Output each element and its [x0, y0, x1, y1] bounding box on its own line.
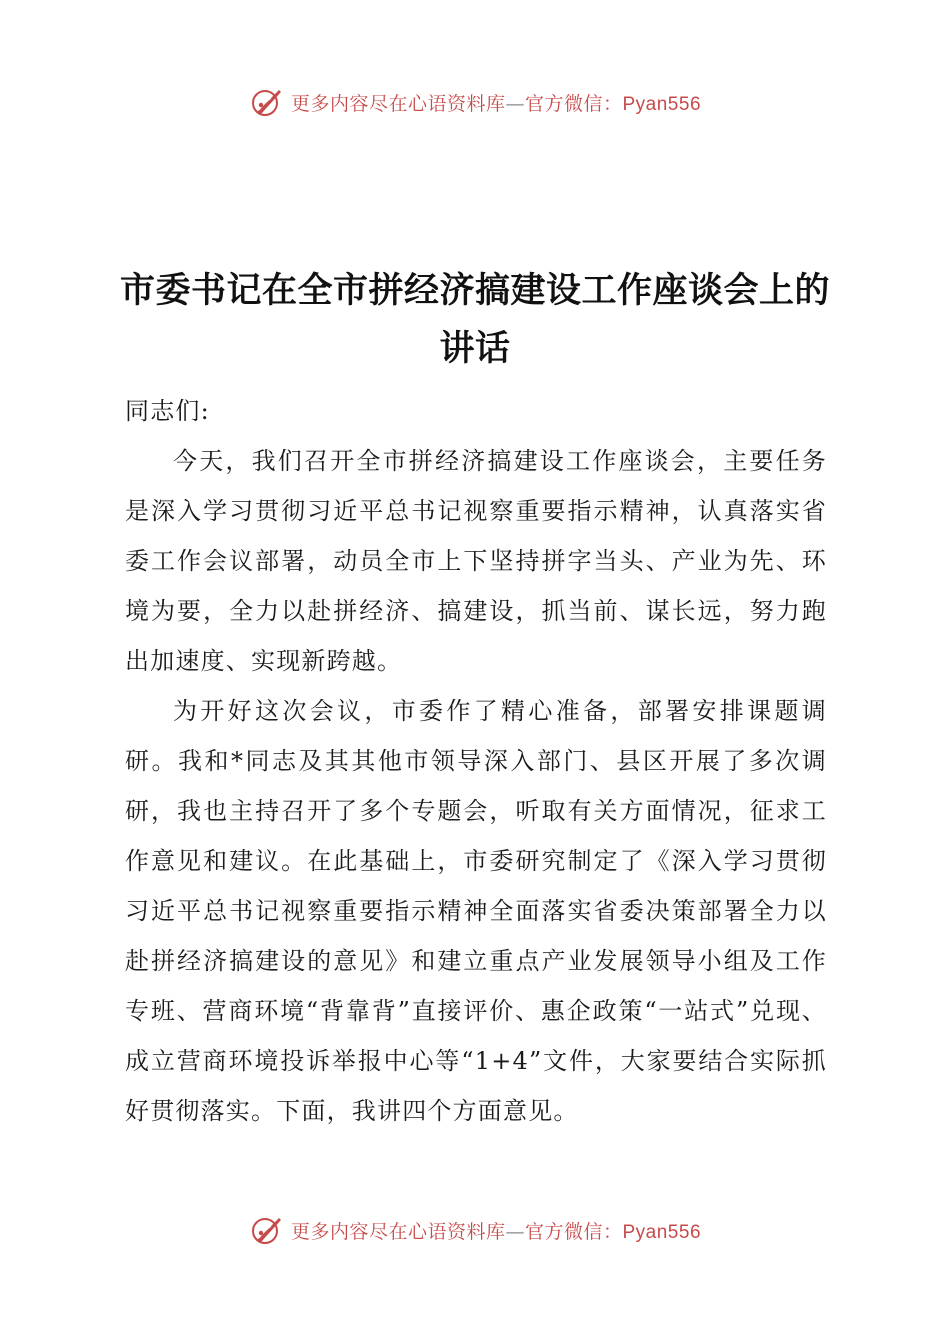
quill-logo-icon	[249, 84, 285, 120]
salutation: 同志们:	[125, 397, 210, 425]
banner-label: 官方微信：	[524, 1220, 623, 1243]
paragraph-1: 今天，我们召开全市拼经济搞建设工作座谈会，主要任务是深入学习贯彻习近平总书记视察重要指示精神，认真落实省委工作会议部署，动员全市上下坚持拼字当头、产业为先、环境为要，全力以赴拼经济、搞建设，抓当前、谋长远，努力跑出加速度、实现新跨越。	[125, 447, 827, 675]
banner-wechat-id: Pyan556	[622, 1221, 702, 1243]
document-title: 市委书记在全市拼经济搞建设工作座谈会上的讲话	[119, 271, 830, 369]
footer-banner	[0, 1208, 950, 1252]
banner-brand: 更多内容尽在心语资料库	[290, 1220, 506, 1243]
banner-separator: —	[505, 92, 525, 115]
banner-wechat-id: Pyan556	[622, 93, 702, 115]
banner-brand: 更多内容尽在心语资料库	[290, 92, 506, 115]
banner-text	[291, 89, 701, 116]
header-banner	[0, 80, 950, 124]
banner-separator: —	[505, 1220, 525, 1243]
document-body	[125, 386, 827, 1136]
banner-label: 官方微信：	[524, 92, 623, 115]
banner-text	[291, 1217, 701, 1244]
paragraph-2: 为开好这次会议，市委作了精心准备，部署安排课题调研。我和*同志及其其他市领导深入部门、县区开展了多次调研，我也主持召开了多个专题会，听取有关方面情况，征求工作意见和建议。在此基础上，市委研究制定了《深入学习贯彻习近平总书记视察重要指示精神全面落实省委决策部署全力以赴拼经济搞建设的意见》和建立重点产业发展领导小组及工作专班、营商环境“背靠背”直接评价、惠企政策“一站式”兑现、成立营商环境投诉举报中心等“1+4”文件，大家要结合实际抓好贯彻落实。下面，我讲四个方面意见。	[125, 697, 827, 1125]
quill-logo-icon	[249, 1212, 285, 1248]
